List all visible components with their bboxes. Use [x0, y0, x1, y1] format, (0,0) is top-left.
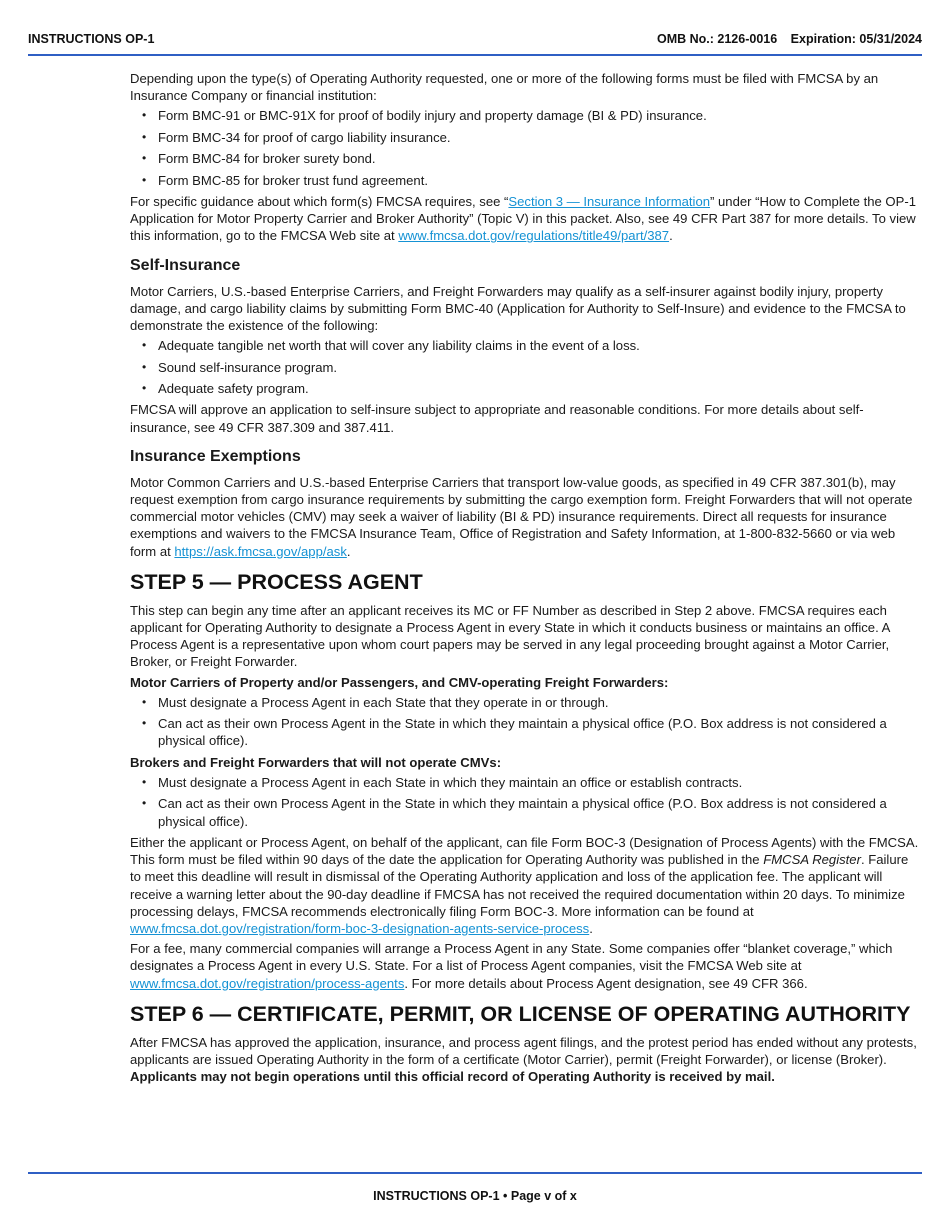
intro-paragraph: Depending upon the type(s) of Operating Authority requested, one or more of the following forms must be filed with FMCSA by an Insurance Company or financial institution:	[130, 71, 879, 104]
step-6-paragraph: After FMCSA has approved the application, insurance, and process agent filings, and the protest period has ended without any protests, applicants are issued Operating Authority in the form of a certificate (Motor Carrier), permit (Freight Forwarder), or license (Broker). Applicants may not begin operations until this official record of Operating Authority is received by mail.	[130, 1034, 917, 1085]
list-item: • Form BMC-34 for proof of cargo liability insurance.	[130, 129, 922, 146]
footer-rule	[28, 1172, 922, 1174]
header-omb-info	[647, 32, 922, 46]
list-item: • Form BMC-91 or BMC-91X for proof of bodily injury and property damage (BI & PD) insurance.	[130, 107, 922, 124]
self-insurance-list	[130, 337, 922, 397]
self-insurance-paragraph: Motor Carriers, U.S.-based Enterprise Carriers, and Freight Forwarders may qualify as a self-insurer against bodily injury, property damage, and cargo liability claims by submitting Form BMC-40 (Application for Authority to Self-Insure) and evidence to the FMCSA to demonstrate the existence of the following:	[130, 283, 906, 333]
document-body	[130, 70, 922, 1088]
list-item: • Adequate tangible net worth that will cover any liability claims in the event of a loss.	[130, 337, 922, 354]
page-header	[28, 26, 922, 56]
exemptions-paragraph: Motor Common Carriers and U.S.-based Enterprise Carriers that transport low-value goods, as specified in 49 CFR 387.301(b), may request exemption from cargo insurance requirements by submitting the cargo exemption form. Freight Forwarders that will not operate commercial motor vehicles (CMV) may seek a waiver of liability (BI & PD) insurance requirements. Direct all requests for insurance exemptions and waivers to the FMCSA Insurance Team, Office of Registration and Safety Information, at 1-800-832-5660 or via web form at https://ask.fmcsa.gov/app/ask.	[130, 474, 913, 559]
list-item: • Form BMC-84 for broker surety bond.	[130, 150, 922, 167]
header-form-title: INSTRUCTIONS OP-1	[28, 32, 155, 46]
ask-fmcsa-link[interactable]: https://ask.fmcsa.gov/app/ask	[174, 543, 347, 559]
brokers-subheading: Brokers and Freight Forwarders that will not operate CMVs:	[130, 754, 502, 770]
expiration-date: Expiration: 05/31/2024	[790, 32, 922, 46]
process-agent-fee-paragraph: For a fee, many commercial companies will arrange a Process Agent in any State. Some companies offer “blanket coverage,” which designates a Process Agent in every U.S. State. For a list of Process Agent companies, visit the FMCSA Web site at www.fmcsa.dot.gov/registration/process-agents. For more details about Process Agent designation, see 49 CFR 366.	[130, 941, 893, 991]
list-item: • Sound self-insurance program.	[130, 359, 922, 376]
brokers-list	[130, 774, 922, 830]
list-item: • Must designate a Process Agent in each State that they operate in or through.	[130, 694, 922, 711]
list-item: • Adequate safety program.	[130, 380, 922, 397]
step-5-intro-paragraph: This step can begin any time after an applicant receives its MC or FF Number as described in Step 2 above. FMCSA requires each applicant for Operating Authority to designate a Process Agent in every State in which it conducts business or maintains an office. A Process Agent is a representative upon whom court papers may be served in any legal proceeding brought against a Motor Carrier, Broker, or Freight Forwarder.	[130, 602, 890, 670]
list-item: • Form BMC-85 for broker trust fund agreement.	[130, 172, 922, 189]
insurance-exemptions-heading: Insurance Exemptions	[130, 447, 301, 465]
boc-3-link[interactable]: www.fmcsa.dot.gov/registration/form-boc-3-designation-agents-service-process	[130, 920, 590, 936]
step-6-heading: STEP 6 — CERTIFICATE, PERMIT, OR LICENSE OF OPERATING AUTHORITY	[130, 1001, 911, 1026]
list-item: • Can act as their own Process Agent in the State in which they maintain a physical office (P.O. Box address is not considered a physical office).	[130, 795, 922, 829]
guidance-paragraph: For specific guidance about which form(s) FMCSA requires, see “Section 3 — Insurance Information” under “How to Complete the OP-1 Application for Motor Property Carrier and Broker Authority” (Topic V) in this packet. Also, see 49 CFR Part 387 for more details. To view this information, go to the FMCSA Web site at www.fmcsa.dot.gov/regulations/title49/part/387.	[130, 193, 916, 244]
cfr-387-link[interactable]: www.fmcsa.dot.gov/regulations/title49/part/387	[398, 228, 670, 244]
section-3-link[interactable]: Section 3 — Insurance Information	[508, 193, 711, 209]
self-insurance-heading: Self-Insurance	[130, 256, 241, 274]
list-item: • Must designate a Process Agent in each State in which they maintain an office or establish contracts.	[130, 774, 922, 791]
self-insurance-approval-paragraph: FMCSA will approve an application to self-insure subject to appropriate and reasonable conditions. For more details about self-insurance, see 49 CFR 387.309 and 387.411.	[130, 402, 864, 435]
process-agents-link[interactable]: www.fmcsa.dot.gov/registration/process-agents	[130, 975, 405, 991]
motor-carriers-list	[130, 694, 922, 750]
list-item: • Can act as their own Process Agent in the State in which they maintain a physical office (P.O. Box address is not considered a physical office).	[130, 715, 922, 749]
insurance-forms-list	[130, 107, 922, 188]
boc-3-paragraph: Either the applicant or Process Agent, on behalf of the applicant, can file Form BOC-3 (Designation of Process Agents) with the FMCSA. This form must be filed within 90 days of the date the application for Operating Authority was published in the FMCSA Register. Failure to meet this deadline will result in dismissal of the Operating Authority application and loss of the application fee. The applicant will receive a warning letter about the 90-day deadline if FMCSA has not received the required documentation within 20 days. To minimize processing delays, FMCSA recommends electronically filing Form BOC-3. More information can be found at www.fmcsa.dot.gov/registration/form-boc-3-designation-agents-service-process.	[130, 834, 919, 936]
omb-number: OMB No.: 2126-0016	[657, 32, 778, 46]
step-5-heading: STEP 5 — PROCESS AGENT	[130, 569, 423, 594]
motor-carriers-subheading: Motor Carriers of Property and/or Passengers, and CMV-operating Freight Forwarders:	[130, 674, 669, 690]
page-footer: INSTRUCTIONS OP-1 • Page v of x	[373, 1189, 577, 1203]
